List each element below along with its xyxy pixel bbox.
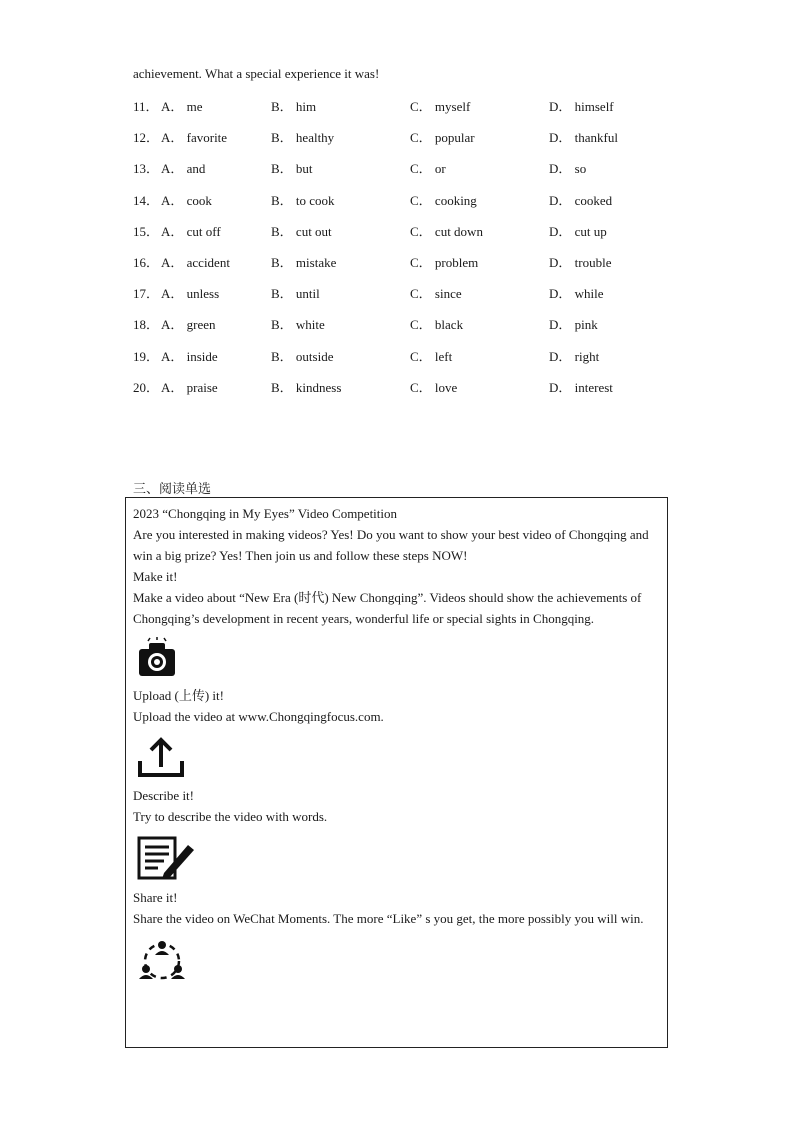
- option-b: B． but: [271, 161, 313, 177]
- option-b: B． cut out: [271, 223, 332, 239]
- section-title: 三、阅读单选: [133, 482, 212, 497]
- camera-icon: [136, 637, 178, 679]
- option-b: B． kindness: [271, 379, 342, 395]
- question-row: [133, 159, 693, 190]
- option-b: B． mistake: [271, 254, 337, 270]
- option-d: D． cut up: [549, 223, 607, 239]
- option-d: D． himself: [549, 99, 614, 114]
- step-text-share: Share the video on WeChat Moments. The more “Like” s you get, the more possibly you will win.: [133, 911, 644, 926]
- reading-passage-box: [125, 497, 668, 1048]
- option-a: A． inside: [161, 348, 218, 364]
- question-row: [133, 284, 693, 315]
- option-b: B． to cook: [271, 192, 335, 208]
- question-row: [133, 253, 693, 284]
- passage-continuation: achievement. What a special experience it was!: [133, 66, 380, 81]
- question-number: 19．: [133, 348, 160, 364]
- passage-intro: Are you interested in making videos? Yes! Do you want to show your best video of Chongqing and win a big prize? Yes! Then join us and follow these steps NOW!: [133, 527, 649, 563]
- option-a: A． and: [161, 161, 206, 177]
- question-number: 15．: [133, 223, 160, 239]
- question-row: [133, 97, 693, 128]
- question-row: [133, 315, 693, 346]
- option-c: C． cooking: [410, 192, 477, 208]
- option-c: C． popular: [410, 130, 475, 146]
- option-a: A． cut off: [161, 223, 221, 239]
- option-d: D． interest: [549, 379, 613, 395]
- option-b: B． healthy: [271, 130, 335, 146]
- step-heading-upload: Upload (上传) it!: [133, 688, 224, 703]
- option-c: C． or: [410, 161, 446, 177]
- question-number: 11．: [133, 99, 159, 114]
- option-d: D． while: [549, 286, 604, 302]
- option-d: D． trouble: [549, 254, 612, 270]
- share-people-icon: [136, 937, 188, 983]
- passage-title: 2023 “Chongqing in My Eyes” Video Competition: [133, 506, 398, 521]
- question-number: 20．: [133, 379, 160, 395]
- question-list: [133, 97, 693, 409]
- option-b: B． white: [271, 317, 325, 333]
- step-text-describe: Try to describe the video with words.: [133, 809, 328, 824]
- upload-icon: [136, 735, 186, 779]
- question-row: [133, 128, 693, 159]
- option-a: A． favorite: [161, 130, 228, 146]
- question-row: [133, 378, 693, 409]
- option-d: D． pink: [549, 317, 598, 333]
- option-a: A． cook: [161, 192, 212, 208]
- question-number: 13．: [133, 161, 160, 177]
- question-row: [133, 222, 693, 253]
- option-c: C． left: [410, 348, 453, 364]
- option-b: B． outside: [271, 348, 334, 364]
- question-number: 17．: [133, 286, 160, 302]
- question-number: 12．: [133, 130, 160, 146]
- document-pen-icon: [136, 835, 198, 881]
- option-d: D． right: [549, 348, 600, 364]
- question-row: [133, 347, 693, 378]
- step-text-make: Make a video about “New Era (时代) New Chongqing”. Videos should show the achievements of Chongqing’s development in recent years, wonderful life or special sights in Chongqing.: [133, 590, 642, 626]
- option-c: C． black: [410, 317, 464, 333]
- option-c: C． cut down: [410, 223, 483, 239]
- option-d: D． thankful: [549, 130, 618, 146]
- option-a: A． me: [161, 99, 203, 114]
- question-number: 16．: [133, 254, 160, 270]
- option-a: A． accident: [161, 254, 230, 270]
- option-c: C． since: [410, 286, 462, 302]
- question-number: 18．: [133, 317, 160, 333]
- option-b: B． him: [271, 99, 317, 114]
- step-heading-share: Share it!: [133, 890, 178, 905]
- option-a: A． green: [161, 317, 216, 333]
- option-c: C． love: [410, 379, 458, 395]
- question-number: 14．: [133, 192, 160, 208]
- option-c: C． problem: [410, 254, 479, 270]
- option-d: D． cooked: [549, 192, 613, 208]
- option-d: D． so: [549, 161, 587, 177]
- option-c: C． myself: [410, 99, 471, 114]
- step-heading-describe: Describe it!: [133, 788, 195, 803]
- option-b: B． until: [271, 286, 320, 302]
- step-heading-make: Make it!: [133, 569, 178, 584]
- question-row: [133, 191, 693, 222]
- option-a: A． unless: [161, 286, 220, 302]
- step-text-upload: Upload the video at www.Chongqingfocus.com.: [133, 709, 384, 724]
- option-a: A． praise: [161, 379, 218, 395]
